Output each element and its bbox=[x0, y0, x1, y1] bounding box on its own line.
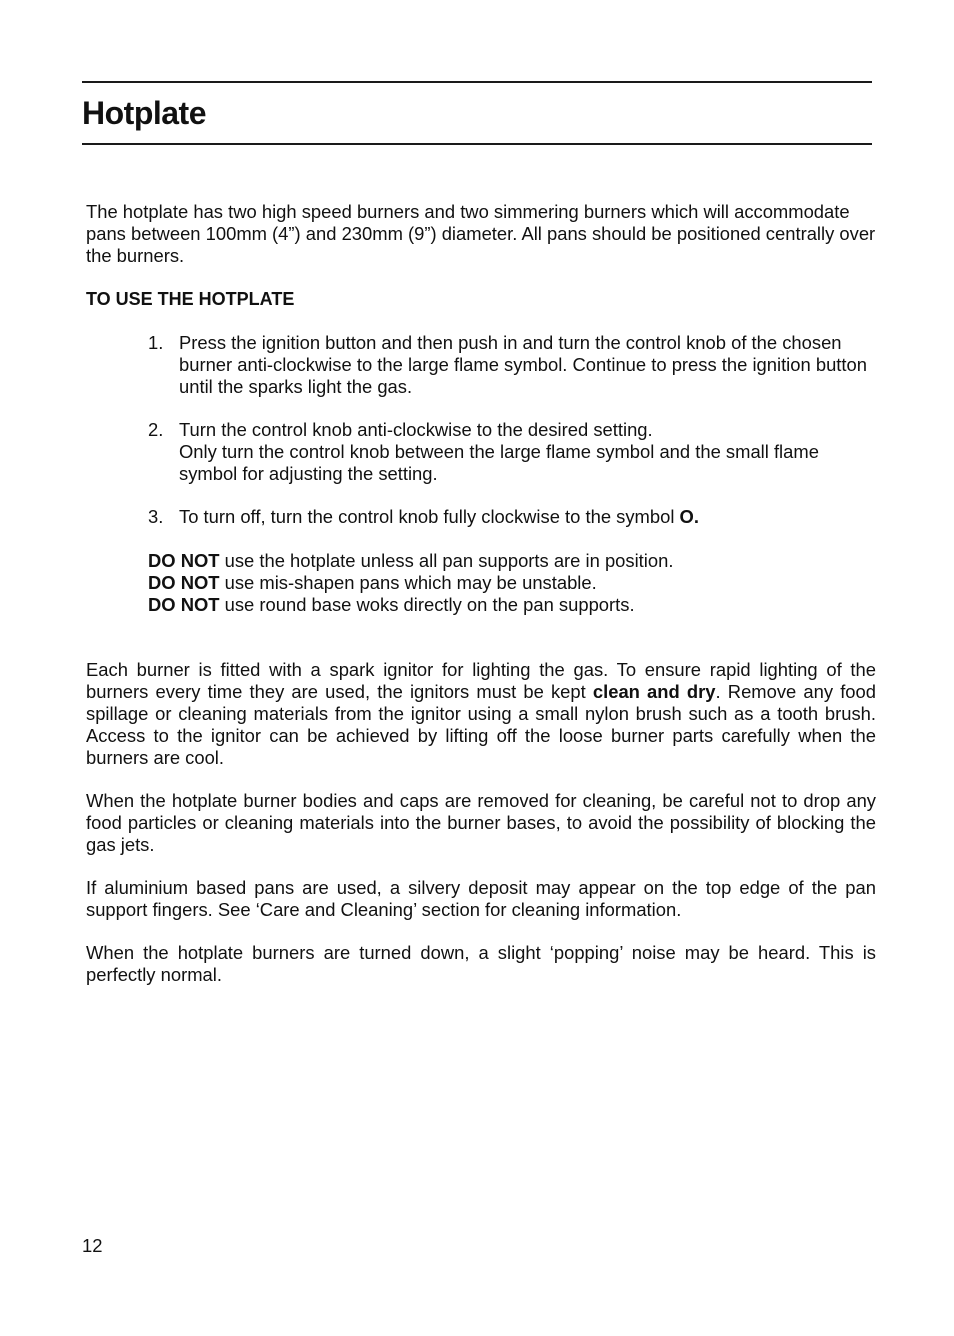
step-text-line: Turn the control knob anti-clockwise to the desired setting. bbox=[179, 419, 653, 440]
step-text: Press the ignition button and then push in and turn the control knob of the chosen burner anti-clockwise to the large flame symbol. Continue to press the ignition button until the sparks light the gas. bbox=[179, 332, 867, 397]
warning-2 bbox=[148, 572, 597, 594]
warning-text: use mis-shapen pans which may be unstable. bbox=[219, 572, 597, 593]
ignitor-text-after: . Remove any food spillage or cleaning materials from the ignitor using a small nylon brush such as a tooth brush. Access to the ignitor can be achieved by lifting off the loose burner parts carefully when the burners are cool. bbox=[86, 681, 876, 768]
warning-emphasis: DO NOT bbox=[148, 550, 220, 571]
warning-text: use the hotplate unless all pan supports are in position. bbox=[219, 550, 674, 571]
ignitor-paragraph bbox=[86, 659, 876, 769]
warning-1 bbox=[148, 550, 673, 572]
ignitor-emphasis: clean and dry bbox=[592, 681, 716, 702]
step-text bbox=[179, 419, 869, 485]
intro-paragraph: The hotplate has two high speed burners and two simmering burners which will accommodate pans between 100mm (4”) and 230mm (9”) diameter. All pans should be positioned centrally over the burners. bbox=[86, 201, 876, 266]
warning-3 bbox=[148, 594, 635, 616]
ignitor-text-before: Each burner is fitted with a spark ignitor for lighting the gas. To ensure rapid lighting of the burners every time they are used, the ignitors must be kept bbox=[86, 659, 876, 702]
page-title: Hotplate bbox=[82, 95, 206, 131]
step-text-body: To turn off, turn the control knob fully clockwise to the symbol bbox=[179, 506, 680, 527]
step-number: 2. bbox=[148, 419, 164, 440]
step-number: 1. bbox=[148, 332, 164, 353]
popping-paragraph: When the hotplate burners are turned down, a slight ‘popping’ noise may be heard. This is perfectly normal. bbox=[86, 942, 876, 985]
page-number: 12 bbox=[82, 1235, 103, 1256]
cleaning-paragraph: When the hotplate burner bodies and caps are removed for cleaning, be careful not to drop any food particles or cleaning materials into the burner bases, to avoid the possibility of blocking the gas jets. bbox=[86, 790, 876, 855]
warning-emphasis: DO NOT bbox=[148, 572, 220, 593]
title-rule-top bbox=[82, 81, 872, 83]
step-number: 3. bbox=[148, 506, 164, 527]
section-heading: TO USE THE HOTPLATE bbox=[86, 289, 295, 309]
off-symbol: O. bbox=[679, 506, 699, 527]
warning-emphasis: DO NOT bbox=[148, 594, 220, 615]
warning-text: use round base woks directly on the pan supports. bbox=[219, 594, 635, 615]
step-text bbox=[179, 506, 869, 528]
aluminium-paragraph: If aluminium based pans are used, a silvery deposit may appear on the top edge of the pan support fingers. See ‘Care and Cleaning’ section for cleaning information. bbox=[86, 877, 876, 920]
title-rule-bottom bbox=[82, 143, 872, 145]
step-text-line: Only turn the control knob between the large flame symbol and the small flame symbol for adjusting the setting. bbox=[179, 441, 819, 484]
